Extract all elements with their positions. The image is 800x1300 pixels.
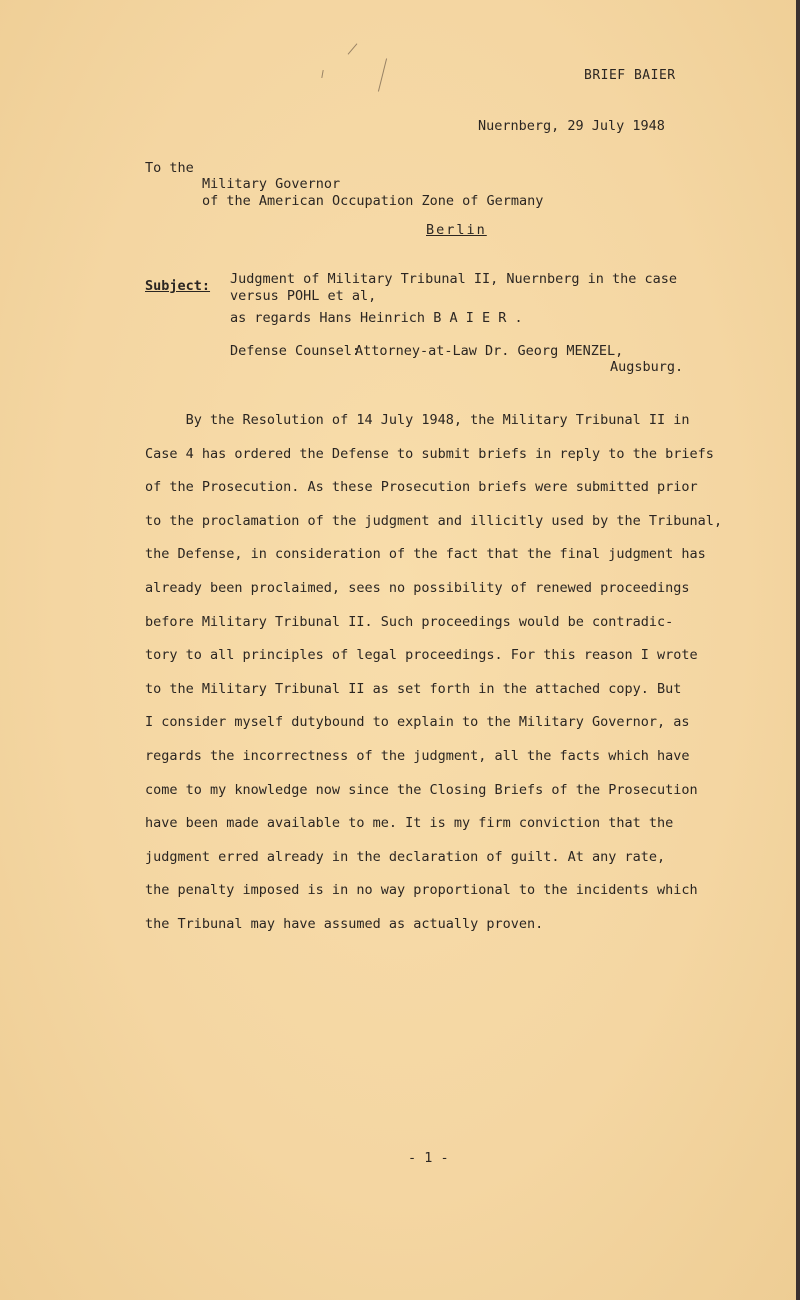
recipient-intro: To the: [145, 160, 194, 176]
body-line: of the Prosecution. As these Prosecution briefs were submitted prior: [145, 479, 698, 496]
body-line: the penalty imposed is in no way proportional to the incidents which: [145, 882, 698, 899]
recipient-line-2: of the American Occupation Zone of Germany: [202, 193, 544, 209]
body-line: Case 4 has ordered the Defense to submit briefs in reply to the briefs: [145, 445, 714, 462]
counsel-label: Defense Counsel:: [230, 343, 361, 359]
pencil-mark: [321, 70, 323, 78]
pencil-mark: [348, 43, 358, 54]
body-line: By the Resolution of 14 July 1948, the Military Tribunal II in: [145, 412, 690, 428]
body-line: judgment erred already in the declaration of guilt. At any rate,: [145, 848, 666, 865]
body-paragraph: [145, 404, 755, 942]
counsel-city: Augsburg.: [610, 359, 684, 375]
body-line: already been proclaimed, sees no possibility of renewed proceedings: [145, 579, 690, 596]
body-line: come to my knowledge now since the Closing Briefs of the Prosecution: [145, 781, 698, 798]
document-date: Nuernberg, 29 July 1948: [478, 118, 665, 134]
body-line: regards the incorrectness of the judgment, all the facts which have: [145, 747, 690, 764]
body-line: before Military Tribunal II. Such proceedings would be contradic-: [145, 613, 674, 630]
body-line: I consider myself dutybound to explain to the Military Governor, as: [145, 714, 690, 731]
subject-label: Subject:: [145, 278, 211, 294]
subject-line-1: Judgment of Military Tribunal II, Nuernberg in the case: [230, 271, 678, 287]
recipient-city: Berlin: [426, 222, 487, 238]
subject-line-3: as regards Hans Heinrich B A I E R .: [230, 310, 523, 326]
pencil-mark: [378, 58, 387, 91]
body-line: the Tribunal may have assumed as actually proven.: [145, 915, 544, 932]
body-line: the Defense, in consideration of the fact that the final judgment has: [145, 546, 706, 563]
counsel-name: Attorney-at-Law Dr. Georg MENZEL,: [355, 343, 624, 359]
subject-line-2: versus POHL et al,: [230, 288, 377, 304]
document-stamp: BRIEF BAIER: [584, 68, 676, 83]
body-line: tory to all principles of legal proceedings. For this reason I wrote: [145, 647, 698, 664]
body-line: have been made available to me. It is my firm conviction that the: [145, 815, 674, 832]
recipient-line-1: Military Governor: [202, 176, 341, 192]
body-line: to the proclamation of the judgment and illicitly used by the Tribunal,: [145, 512, 723, 529]
body-line: to the Military Tribunal II as set forth in the attached copy. But: [145, 680, 682, 697]
scan-edge: [796, 0, 800, 1300]
page-number: - 1 -: [408, 1150, 449, 1166]
